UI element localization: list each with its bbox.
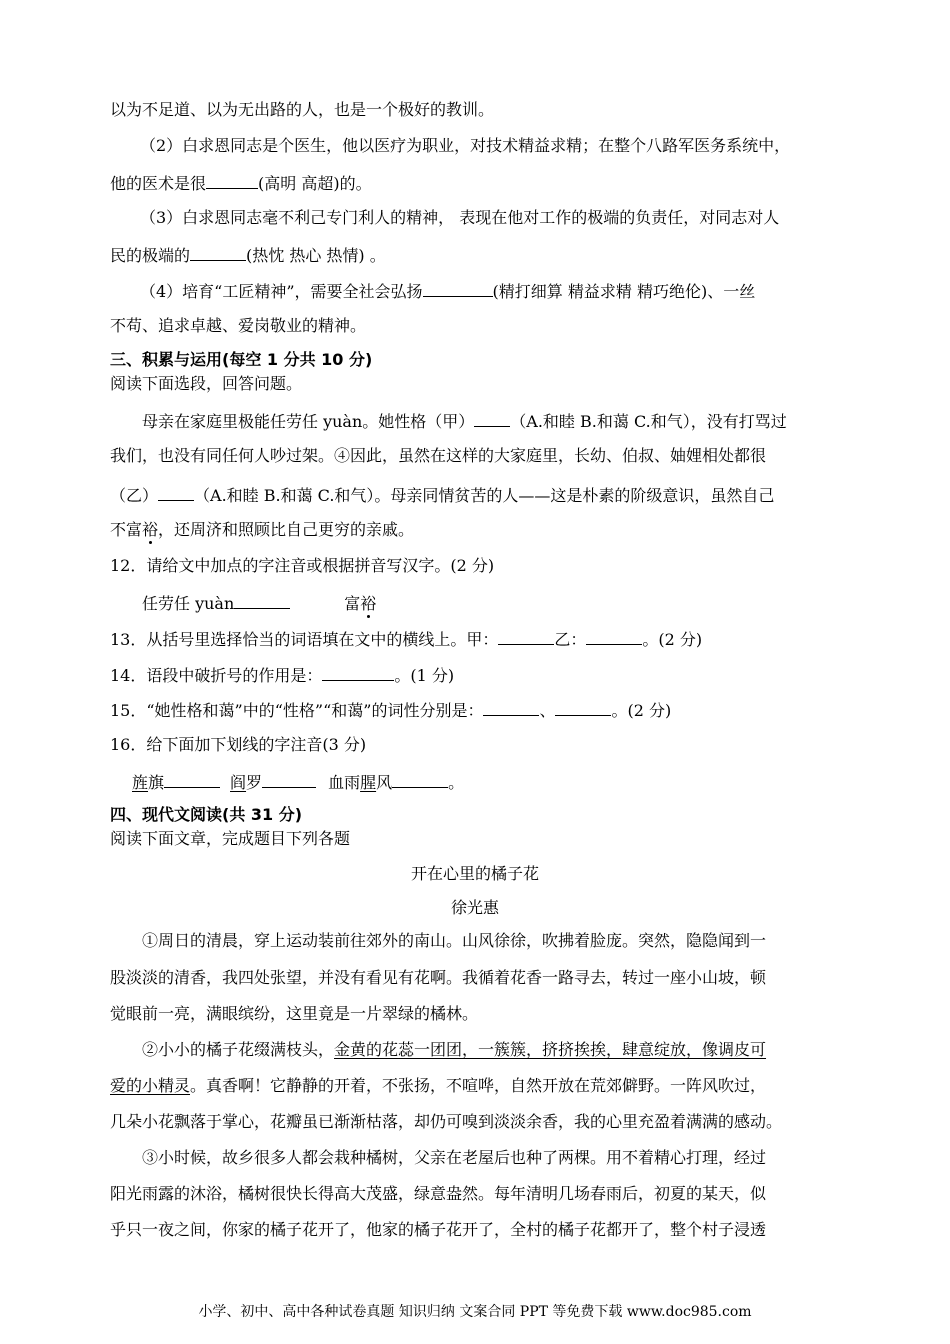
essay-paragraph-line: 几朵小花飘落于掌心，花瓣虽已渐渐枯落，却仍可嗅到淡淡余香，我的心里充盈着满满的感动。 — [110, 1112, 783, 1131]
answer-blank[interactable] — [498, 628, 554, 645]
section-4-instruction: 阅读下面文章，完成题目下列各题 — [110, 829, 351, 848]
question-4-line: （4）培育“工匠精神”，需要全社会弘扬 (精打细算 精益求精 精巧绝伦)、一丝 — [140, 282, 756, 301]
essay-paragraph-line: 阳光雨露的沐浴，橘树很快长得高大茂盛，绿意盎然。每年清明几场春雨后，初夏的某天，似 — [110, 1184, 767, 1203]
essay-paragraph-line: 觉眼前一亮，满眼缤纷，这里竟是一片翠绿的橘林。 — [110, 1004, 479, 1023]
answer-blank[interactable] — [158, 484, 194, 501]
question-4-line: 不苟、追求卓越、爱岗敬业的精神。 — [110, 316, 367, 335]
question-16-items: 旌旗 阎罗 血雨腥风 。 — [132, 773, 465, 792]
question-12: 12．请给文中加点的字注音或根据拼音写汉字。(2 分) — [110, 556, 495, 575]
answer-blank[interactable] — [586, 628, 642, 645]
essay-paragraph-line: ①周日的清晨，穿上运动装前往郊外的南山。山风徐徐，吹拂着脸庞。突然，隐隐闻到一 — [142, 931, 767, 950]
text-line: 以为不足道、以为无出路的人，也是一个极好的教训。 — [110, 100, 495, 119]
underlined-sentence: 爱的小精灵 — [110, 1076, 191, 1095]
question-3-line: 民的极端的 (热忱 热心 热情) 。 — [110, 246, 386, 265]
underlined-char: 腥 — [360, 773, 377, 792]
underlined-sentence: 金黄的花蕊一团团，一簇簇，挤挤挨挨，肆意绽放，像调皮可 — [334, 1040, 767, 1059]
answer-blank[interactable] — [190, 244, 246, 261]
passage-line: 母亲在家庭里极能任劳任 yuàn。她性格（甲） （A.和睦 B.和蔼 C.和气），没有打骂过 — [142, 412, 787, 431]
passage-line: （乙） （A.和睦 B.和蔼 C.和气）。母亲同情贫苦的人——这是朴素的阶级意识，虽然自己 — [110, 486, 775, 505]
essay-paragraph-line: ②小小的橘子花缀满枝头，金黄的花蕊一团团，一簇簇，挤挤挨挨，肆意绽放，像调皮可 — [142, 1040, 767, 1059]
essay-paragraph-line: 乎只一夜之间，你家的橘子花开了，他家的橘子花开了，全村的橘子花都开了，整个村子浸透 — [110, 1220, 767, 1239]
passage-line: 不富裕，还周济和照顾比自己更穷的亲戚。 — [110, 520, 415, 539]
answer-blank[interactable] — [555, 699, 611, 716]
question-12-items: 任劳任 yuàn 富裕 — [142, 594, 377, 613]
essay-paragraph-line: 股淡淡的清香，我四处张望，并没有看见有花啊。我循着花香一路寻去，转过一座小山坡，顿 — [110, 968, 767, 987]
underlined-char: 阎 — [230, 773, 247, 792]
question-13: 13．从括号里选择恰当的词语填在文中的横线上。甲： 乙： 。(2 分) — [110, 630, 703, 649]
answer-blank[interactable] — [423, 280, 493, 297]
answer-blank[interactable] — [483, 699, 539, 716]
question-14: 14．语段中破折号的作用是： 。(1 分) — [110, 666, 455, 685]
section-3-instruction: 阅读下面选段，回答问题。 — [110, 374, 303, 393]
essay-paragraph-line: ③小时候，故乡很多人都会栽种橘树，父亲在老屋后也种了两棵。用不着精心打理，经过 — [142, 1148, 767, 1167]
page-footer: 小学、初中、高中各种试卷真题 知识归纳 文案合同 PPT 等免费下载 www.doc985.com — [198, 1304, 752, 1320]
answer-blank[interactable] — [206, 172, 258, 189]
answer-blank[interactable] — [392, 771, 448, 788]
question-2-line: 他的医术是很 (高明 高超)的。 — [110, 174, 372, 193]
essay-author: 徐光惠 — [450, 898, 499, 917]
answer-blank[interactable] — [164, 771, 220, 788]
essay-title: 开在心里的橘子花 — [410, 864, 539, 883]
section-4-heading: 四、现代文阅读(共 31 分) — [110, 805, 303, 824]
answer-blank[interactable] — [474, 410, 510, 427]
answer-blank[interactable] — [322, 664, 394, 681]
question-3-line: （3）白求恩同志毫不利己专门利人的精神， 表现在他对工作的极端的负责任，对同志对人 — [140, 208, 780, 227]
answer-blank[interactable] — [234, 592, 290, 609]
dotted-char: 裕 — [360, 594, 377, 613]
essay-paragraph-line: 爱的小精灵。真香啊！它静静的开着，不张扬，不喧哗，自然开放在荒郊僻野。一阵风吹过， — [110, 1076, 767, 1095]
section-3-heading: 三、积累与运用(每空 1 分共 10 分) — [110, 350, 373, 369]
passage-line: 我们，也没有同任何人吵过架。④因此，虽然在这样的大家庭里，长幼、伯叔、妯娌相处都很 — [110, 446, 767, 465]
answer-blank[interactable] — [262, 771, 316, 788]
dotted-char: 裕 — [142, 520, 159, 539]
question-2-line: （2）白求恩同志是个医生，他以医疗为职业，对技术精益求精；在整个八路军医务系统中， — [140, 136, 791, 155]
question-16: 16．给下面加下划线的字注音(3 分) — [110, 735, 367, 754]
question-15: 15．“她性格和蔼”中的“性格”“和蔼”的词性分别是： 、 。(2 分) — [110, 701, 672, 720]
underlined-char: 旌 — [132, 773, 149, 792]
